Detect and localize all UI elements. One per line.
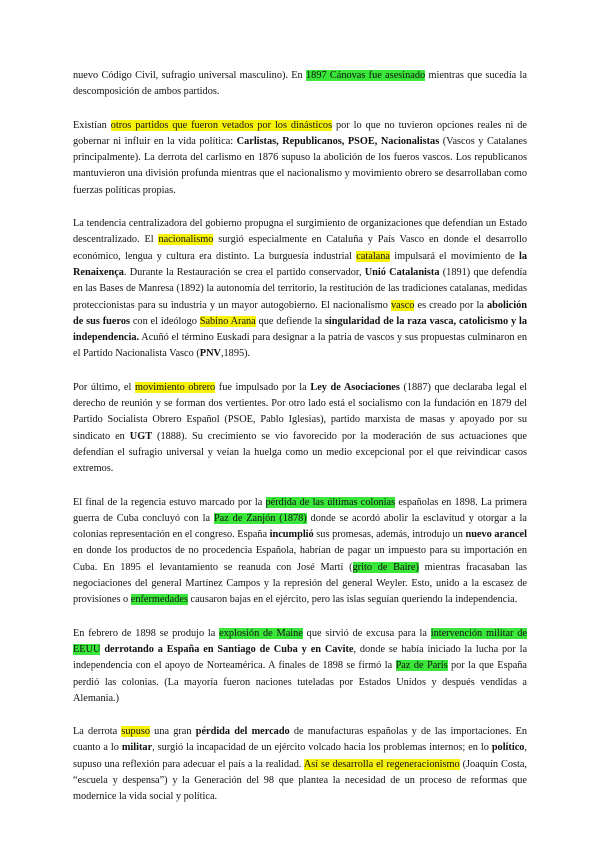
text-run: mientras que sucedía la descomposición de ambos partidos. (73, 70, 527, 98)
bold-text: Unió Catalanista (364, 266, 440, 278)
bold-text: militar (121, 742, 153, 754)
text-run: ,1895). (220, 348, 251, 360)
text-run: mientras fracasaban las negociaciones del general Martínez Campos y la represión del general Weyler. Esto, unido a la escasez de provisiones o (73, 561, 527, 606)
highlighted-text-green: enfermedades (130, 594, 188, 606)
text-run: (Joaquín Costa, “escuela y despensa”) y la Generación del 98 que plantea la necesidad de un proceso de reformas que modernice la vida social y política. (73, 758, 527, 803)
text-run: (Vascos y Catalanes principalmente). La derrota del carlismo en 1876 supuso la abolición de los fueros vascos. Los republicanos mantuvieron una división profunda mientras que el nacionalismo y movimiento obrero se desarrollaban como fuerzas políticas propias. (73, 135, 527, 196)
text-run: de manufacturas españolas y de las importaciones. En cuanto a lo (73, 726, 528, 754)
bold-text: UGT (129, 430, 153, 442)
text-run: una gran (150, 726, 196, 738)
text-run: (1891) que defendía en las Bases de Manresa (1892) la autonomía del territorio, la restitución de las tradiciones catalanas, medidas proteccionistas para su industria y un mayor autogobierno. El nacionalismo (73, 266, 527, 311)
bold-text: nuevo arancel (465, 529, 527, 541)
highlighted-text-green: explosión de Maine (219, 627, 303, 639)
bold-text: Carlistas, Republicanos, PSOE, Nacionalistas (236, 135, 440, 147)
text-run: impulsará el movimiento de (389, 250, 519, 262)
text-run: causaron bajas en el ejército, pero las islas seguían queriendo la independencia. (187, 594, 518, 606)
text-run: , supuso una reflexión para adecuar el país a la realidad. (73, 742, 527, 770)
text-run: La tendencia centralizadora del gobierno propugna el surgimiento de organizaciones que defendían un Estado descentralizado. El (73, 218, 527, 246)
text-run: Existían (73, 119, 111, 131)
highlighted-text-yellow: Sabino Arana (199, 315, 256, 327)
bold-text: PNV (199, 348, 221, 360)
paragraph-nationalism (73, 216, 527, 363)
text-run: donde se acordó abolir la esclavitud y otorgar a la colonias representación en el congreso. España (73, 512, 527, 541)
text-run: surgió especialmente en Cataluña y País Vasco en donde el desarrollo económico, lengua y cultura era distinto. La burguesía industrial (73, 234, 527, 262)
highlighted-text-green: pérdida de las últimas colonias (265, 496, 396, 508)
highlighted-text-green: grito de Baire) (352, 561, 419, 573)
text-run: que defiende la (255, 315, 325, 327)
highlighted-text-yellow: catalana (356, 250, 390, 262)
text-run: españolas en 1898. La primera guerra de Cuba concluyó con la (73, 496, 527, 524)
text-run: , donde se había iniciado la lucha por la independencia con el apoyo de Norteamérica. A finales de 1898 se firmó la (73, 643, 528, 672)
highlighted-text-green: intervención militar de EEUU (73, 627, 527, 655)
highlighted-text-yellow: vasco (391, 299, 415, 311)
highlighted-text-green: Paz de París (395, 660, 448, 672)
paragraph-canovas (73, 68, 527, 101)
text-run: Por último, el (73, 381, 135, 393)
highlighted-text-yellow: Así se desarrolla el regeneracionismo (303, 758, 460, 770)
text-run: nuevo Código Civil, sufragio universal masculino). En (73, 70, 307, 81)
highlighted-text-yellow: nacionalismo (158, 234, 214, 246)
paragraph-regeneracionismo (73, 724, 527, 805)
bold-text: Ley de Asociaciones (310, 381, 400, 393)
text-run: por lo que no tuvieron opciones reales ni de gobernar ni influir en la vida política: (73, 119, 527, 147)
highlighted-text-yellow: movimiento obrero (134, 381, 216, 393)
text-run: (1888). Su crecimiento se vio favorecido por la moderación de sus actuaciones que defendían el sufragio universal y veían la huelga como un medio excepcional por el que reivindicar casos extremos. (73, 430, 527, 475)
text-run: que sirvió de excusa para la (302, 627, 431, 639)
text-run: (1887) que declaraba legal el derecho de reunión y se forman dos vertientes. (73, 381, 527, 410)
text-run: . Durante la Restauración se crea el partido conservador, (123, 266, 365, 278)
text-run: en donde los productos de no procedencia Española, habrían de pagar un impuesto para su importación en Cuba. En 1895 el levantamiento se reanuda con José Martí ( (73, 545, 527, 573)
bold-text: derrotando a España en Santiago de Cuba y en Cavite (104, 643, 354, 655)
text-run: Acuñó el término Euskadi para designar a la patria de vascos y sus propuestas culminaron en el Partido Nacionalista Vasco ( (73, 332, 527, 360)
bold-text: abolición de sus fueros (73, 299, 527, 327)
text-run: El final de la regencia estuvo marcado por la (73, 496, 266, 508)
text-run: , surgió la incapacidad de un ejército volcado hacia los problemas internos; en lo (152, 742, 492, 754)
text-run: En febrero de 1898 se produjo la (73, 627, 220, 639)
highlighted-text-yellow: supuso (121, 726, 150, 738)
text-run: Por otro lado está el socialismo con la fundación en 1879 del Partido Socialista Obrero Español (PSOE, Pablo Iglesias), partido marxista de masas y apoyado por su sindicato en (73, 398, 527, 442)
text-run: fue impulsado por la (215, 381, 311, 393)
bold-text: político (491, 742, 525, 754)
bold-text: la Renaixença (73, 250, 528, 278)
text-run: con el ideólogo (130, 315, 200, 327)
text-run: sus promesas, además, introdujo un (313, 529, 466, 541)
bold-text: incumplió (269, 529, 314, 541)
bold-text: pérdida del mercado (195, 726, 290, 738)
text-run: La derrota (73, 726, 122, 738)
document-page (73, 68, 527, 823)
highlighted-text-green: 1897 Cánovas fue asesinado (306, 70, 426, 81)
paragraph-vetoed-parties (73, 118, 527, 199)
highlighted-text-green: Paz de Zanjón (1878) (213, 512, 307, 524)
text-run: por la que España perdió las colonias. (La mayoría fueron naciones tuteladas por Estados Unidos y después vendidas a Alemania.) (73, 660, 528, 704)
highlighted-text-yellow: otros partidos que fueron vetados por los dinásticos (110, 119, 333, 131)
text-run: es creado por la (414, 299, 487, 311)
bold-text: singularidad de la raza vasca, catolicismo y la independencia. (73, 315, 527, 344)
paragraph-workers-movement (73, 380, 527, 478)
paragraph-maine-explosion (73, 626, 527, 707)
paragraph-colonies-loss (73, 495, 527, 609)
